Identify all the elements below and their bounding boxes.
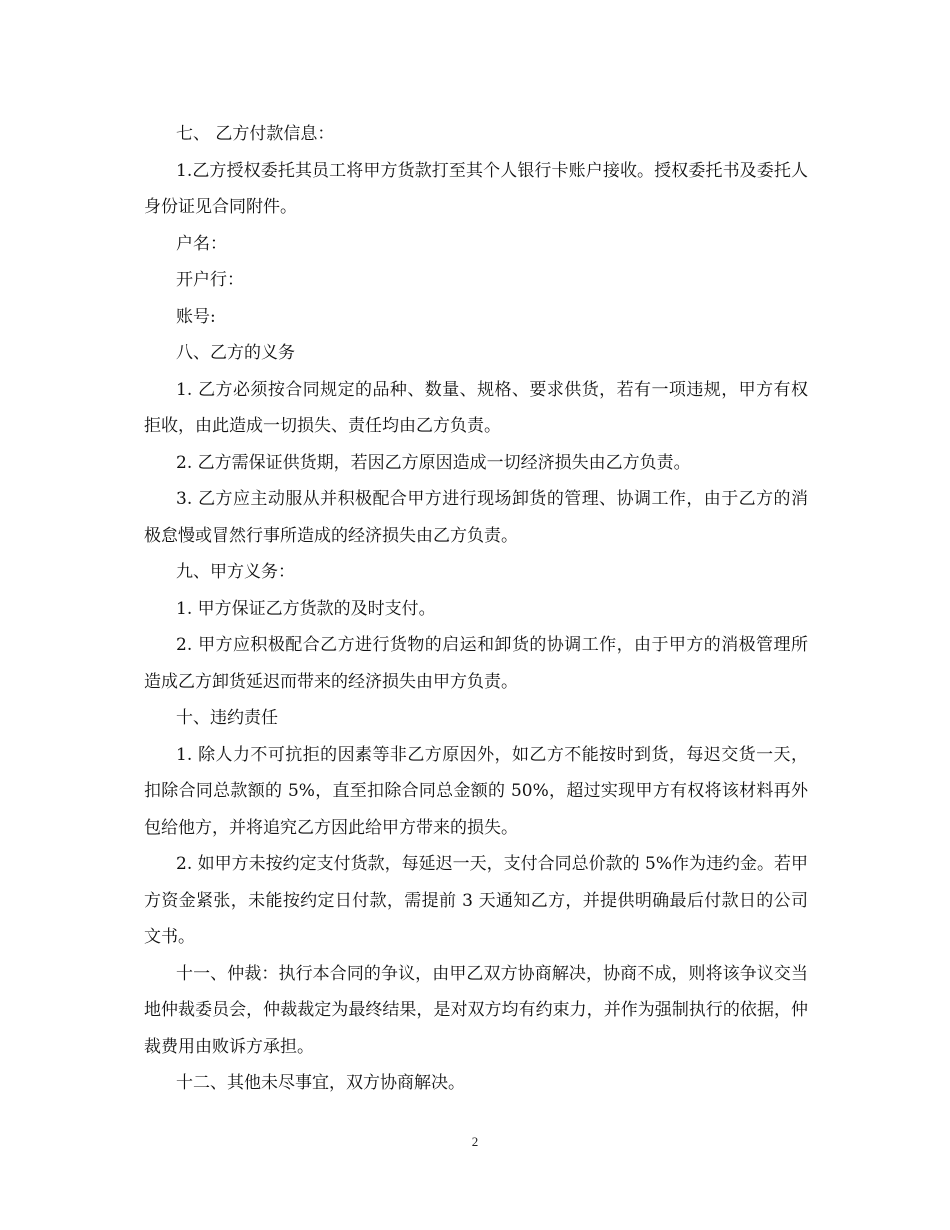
section-heading-party-a-obligations: 九、甲方义务： xyxy=(176,562,295,582)
field-account-name: 户名： xyxy=(176,233,227,254)
paragraph: 2. 乙方需保证供货期，若因乙方原因造成一切经济损失由乙方负责。 xyxy=(176,452,691,473)
section-heading-payment-info: 七、 乙方付款信息： xyxy=(176,124,335,144)
section-heading-party-b-obligations: 八、乙方的义务 xyxy=(176,343,295,363)
paragraph: 1.乙方授权委托其员工将甲方货款打至其个人银行卡账户接收。授权委托书及委托人身份证见合同附件。 xyxy=(144,160,808,217)
page-number: 2 xyxy=(471,1134,479,1149)
field-account-number: 账号: xyxy=(176,306,216,327)
section-other-matters: 十二、其他未尽事宜，双方协商解决。 xyxy=(176,1073,465,1093)
paragraph: 1. 乙方必须按合同规定的品种、数量、规格、要求供货，若有一项违规，甲方有权拒收，由此造成一切损失、责任均由乙方负责。 xyxy=(144,379,808,436)
paragraph: 1. 甲方保证乙方货款的及时支付。 xyxy=(176,598,436,619)
field-bank: 开户行： xyxy=(176,270,244,290)
paragraph: 3. 乙方应主动服从并积极配合甲方进行现场卸货的管理、协调工作，由于乙方的消极怠慢或冒然行事所造成的经济损失由乙方负责。 xyxy=(144,489,808,546)
paragraph: 1. 除人力不可抗拒的因素等非乙方原因外，如乙方不能按时到货，每迟交货一天，扣除合同总款额的 5%，直至扣除合同总金额的 50%，超过实现甲方有权将该材料再外包给他方，并将追究乙方因此给甲方带来的损失。 xyxy=(144,744,808,838)
paragraph: 2. 如甲方未按约定支付货款，每延迟一天，支付合同总价款的 5%作为违约金。若甲方资金紧张，未能按约定日付款，需提前 3 天通知乙方，并提供明确最后付款日的公司文书。 xyxy=(144,854,808,947)
section-heading-breach-liability: 十、违约责任 xyxy=(176,708,278,728)
document-body xyxy=(144,116,808,1102)
paragraph: 2. 甲方应积极配合乙方进行货物的启运和卸货的协调工作，由于甲方的消极管理所造成乙方卸货延迟而带来的经济损失由甲方负责。 xyxy=(144,635,808,692)
section-arbitration: 十一、仲裁：执行本合同的争议，由甲乙双方协商解决，协商不成，则将该争议交当地仲裁委员会，仲裁裁定为最终结果，是对双方均有约束力，并作为强制执行的依据，仲裁费用由败诉方承担。 xyxy=(144,963,808,1057)
